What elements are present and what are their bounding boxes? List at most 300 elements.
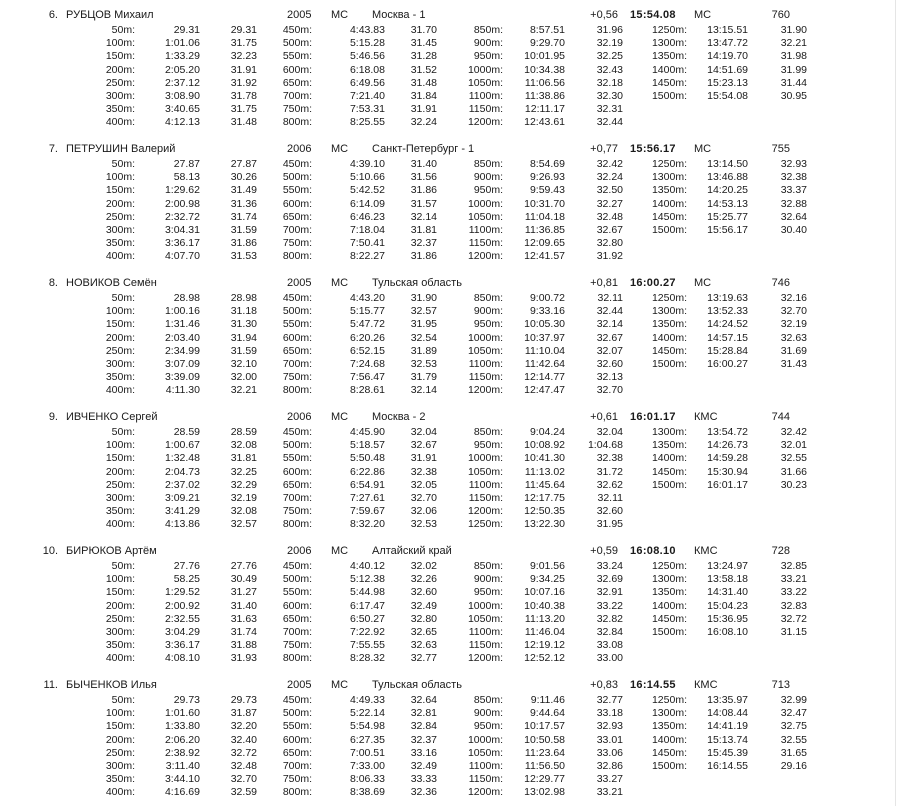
split-cumulative-time: 7:50.41 (349, 237, 385, 250)
split-row (0, 426, 900, 439)
split-distance-label: 800m: (282, 786, 312, 799)
split-distance-label: 1100m: (468, 89, 503, 102)
split-cumulative-time: 10:37.97 (524, 331, 565, 344)
split-lap-time: 32.21 (780, 37, 807, 50)
split-cumulative-time: 14:41.19 (707, 720, 748, 733)
split-distance-label: 950m: (473, 50, 503, 63)
split-lap-time: 31.99 (780, 63, 807, 76)
split-distance-label: 350m: (105, 505, 135, 518)
split-lap-time: 32.60 (596, 505, 623, 518)
split-lap-time: 32.63 (780, 331, 807, 344)
split-lap-time: 31.89 (410, 344, 437, 357)
split-distance-label: 1050m: (467, 746, 503, 759)
split-lap-time: 31.87 (230, 707, 257, 720)
split-row (0, 613, 900, 626)
split-cumulative-time: 14:26.73 (707, 439, 748, 452)
split-row (0, 158, 900, 171)
athlete-header-row (0, 544, 900, 560)
split-lap-time: 32.42 (780, 426, 807, 438)
split-cumulative-time: 28.59 (173, 426, 200, 438)
split-distance-label: 100m: (105, 171, 135, 184)
split-lap-time: 32.02 (410, 560, 437, 572)
split-lap-time: 31.75 (230, 37, 257, 50)
birth-year: 2005 (287, 9, 312, 21)
split-row (0, 652, 900, 665)
split-lap-time: 32.10 (230, 357, 257, 370)
split-lap-time: 32.49 (410, 759, 437, 772)
split-distance-label: 300m: (105, 223, 135, 236)
split-distance-label: 350m: (105, 639, 135, 652)
split-lap-time: 33.00 (596, 652, 623, 665)
points: 744 (771, 411, 790, 423)
split-cumulative-time: 9:34.25 (529, 573, 565, 586)
athlete-block (0, 544, 900, 678)
team-region: Москва - 1 (372, 9, 426, 21)
split-distance-label: 1300m: (651, 305, 687, 318)
split-lap-time: 31.65 (780, 746, 807, 759)
split-row (0, 720, 900, 733)
split-lap-time: 31.36 (230, 197, 257, 210)
split-distance-label: 650m: (282, 612, 312, 625)
split-lap-time: 33.18 (596, 707, 623, 720)
split-cumulative-time: 2:03.40 (164, 331, 200, 344)
split-lap-time: 31.59 (230, 344, 257, 357)
split-distance-label: 250m: (105, 746, 135, 759)
split-cumulative-time: 16:01.17 (707, 478, 748, 491)
split-cumulative-time: 9:04.24 (529, 426, 565, 438)
split-lap-time: 33.01 (596, 733, 623, 746)
athlete-place: 10. (42, 545, 58, 557)
split-cumulative-time: 10:07.16 (524, 586, 565, 599)
athlete-name: БЫЧЕНКОВ Илья (66, 679, 157, 691)
split-distance-label: 150m: (105, 318, 135, 331)
split-distance-label: 400m: (105, 116, 135, 129)
split-lap-time: 32.06 (410, 505, 437, 518)
split-distance-label: 400m: (105, 518, 135, 531)
split-lap-time: 32.36 (410, 786, 437, 799)
split-lap-time: 32.57 (230, 518, 257, 531)
split-cumulative-time: 4:12.13 (164, 116, 200, 129)
split-lap-time: 31.52 (410, 63, 437, 76)
split-row (0, 747, 900, 760)
split-cumulative-time: 2:04.73 (164, 465, 200, 478)
split-distance-label: 450m: (282, 24, 312, 36)
split-distance-label: 50m: (111, 24, 135, 36)
split-cumulative-time: 11:46.04 (524, 625, 565, 638)
split-cumulative-time: 58.25 (173, 573, 200, 586)
split-lap-time: 32.24 (596, 171, 623, 184)
split-distance-label: 600m: (282, 331, 312, 344)
split-distance-label: 600m: (282, 465, 312, 478)
split-lap-time: 32.14 (410, 210, 437, 223)
split-distance-label: 900m: (473, 573, 503, 586)
split-cumulative-time: 8:25.55 (349, 116, 385, 129)
split-distance-label: 450m: (282, 426, 312, 438)
split-cumulative-time: 11:45.64 (524, 478, 565, 491)
split-distance-label: 1450m: (651, 746, 687, 759)
split-cumulative-time: 10:41.30 (524, 452, 565, 465)
split-lap-time: 32.53 (410, 357, 437, 370)
split-row (0, 64, 900, 77)
split-lap-time: 32.63 (410, 639, 437, 652)
split-lap-time: 29.31 (230, 24, 257, 36)
split-lap-time: 32.85 (780, 560, 807, 572)
split-lap-time: 32.38 (410, 465, 437, 478)
split-cumulative-time: 15:36.95 (707, 612, 748, 625)
split-cumulative-time: 15:25.77 (707, 210, 748, 223)
split-distance-label: 1350m: (651, 50, 687, 63)
reaction-time: +0,83 (590, 679, 618, 691)
split-distance-label: 750m: (282, 237, 312, 250)
split-cumulative-time: 29.31 (173, 24, 200, 36)
split-cumulative-time: 13:47.72 (707, 37, 748, 50)
split-distance-label: 1350m: (651, 184, 687, 197)
split-distance-label: 1350m: (651, 439, 687, 452)
split-distance-label: 200m: (105, 599, 135, 612)
split-distance-label: 800m: (282, 384, 312, 397)
split-cumulative-time: 13:58.18 (707, 573, 748, 586)
split-lap-time: 31.40 (230, 599, 257, 612)
split-cumulative-time: 3:09.21 (164, 491, 200, 504)
split-lap-time: 31.95 (410, 318, 437, 331)
split-distance-label: 450m: (282, 560, 312, 572)
split-lap-time: 32.64 (780, 210, 807, 223)
split-lap-time: 31.81 (410, 223, 437, 236)
split-distance-label: 50m: (111, 694, 135, 706)
split-cumulative-time: 8:28.32 (349, 652, 385, 665)
split-lap-time: 31.74 (230, 625, 257, 638)
split-lap-time: 32.81 (410, 707, 437, 720)
split-lap-time: 27.76 (230, 560, 257, 572)
split-lap-time: 32.05 (410, 478, 437, 491)
split-lap-time: 31.69 (780, 344, 807, 357)
split-distance-label: 300m: (105, 625, 135, 638)
split-distance-label: 1150m: (468, 237, 503, 250)
split-cumulative-time: 6:17.47 (349, 599, 385, 612)
split-lap-time: 33.16 (410, 746, 437, 759)
sport-rank: МС (331, 411, 349, 423)
split-lap-time: 31.59 (230, 223, 257, 236)
athlete-name: НОВИКОВ Семён (66, 277, 157, 289)
split-cumulative-time: 1:01.60 (164, 707, 200, 720)
split-cumulative-time: 14:31.40 (707, 586, 748, 599)
split-lap-time: 32.83 (780, 599, 807, 612)
split-cumulative-time: 14:51.69 (707, 63, 748, 76)
split-distance-label: 250m: (105, 210, 135, 223)
split-lap-time: 32.44 (596, 116, 623, 129)
final-time: 15:56.17 (630, 143, 676, 155)
split-cumulative-time: 12:52.12 (524, 652, 565, 665)
split-lap-time: 31.91 (410, 452, 437, 465)
split-cumulative-time: 5:47.72 (349, 318, 385, 331)
split-distance-label: 100m: (105, 37, 135, 50)
split-distance-label: 50m: (111, 426, 135, 438)
split-distance-label: 850m: (473, 292, 503, 304)
split-cumulative-time: 10:08.92 (524, 439, 565, 452)
split-cumulative-time: 2:06.20 (164, 733, 200, 746)
split-distance-label: 550m: (282, 452, 312, 465)
split-cumulative-time: 13:19.63 (707, 292, 748, 304)
split-row (0, 224, 900, 237)
split-lap-time: 32.13 (596, 371, 623, 384)
split-cumulative-time: 5:15.77 (349, 305, 385, 318)
split-distance-label: 950m: (473, 318, 503, 331)
split-lap-time: 32.14 (596, 318, 623, 331)
split-lap-time: 31.93 (230, 652, 257, 665)
split-row (0, 24, 900, 37)
split-cumulative-time: 7:27.61 (349, 491, 385, 504)
split-lap-time: 33.27 (596, 773, 623, 786)
split-lap-time: 32.80 (410, 612, 437, 625)
split-distance-label: 600m: (282, 197, 312, 210)
split-cumulative-time: 11:23.64 (524, 746, 565, 759)
split-cumulative-time: 10:34.38 (524, 63, 565, 76)
split-distance-label: 500m: (282, 439, 312, 452)
sport-rank: МС (331, 679, 349, 691)
split-cumulative-time: 3:08.90 (164, 89, 200, 102)
split-cumulative-time: 6:52.15 (349, 344, 385, 357)
split-lap-time: 31.91 (230, 63, 257, 76)
split-cumulative-time: 16:14.55 (707, 759, 748, 772)
split-distance-label: 1050m: (467, 210, 503, 223)
split-lap-time: 32.27 (596, 197, 623, 210)
split-row (0, 371, 900, 384)
split-lap-time: 32.64 (410, 694, 437, 706)
sport-rank: МС (331, 545, 349, 557)
split-cumulative-time: 5:46.56 (349, 50, 385, 63)
split-distance-label: 400m: (105, 384, 135, 397)
athlete-place: 6. (48, 9, 58, 21)
split-lap-time: 33.22 (780, 586, 807, 599)
split-row (0, 384, 900, 397)
split-distance-label: 900m: (473, 171, 503, 184)
points: 760 (771, 9, 790, 21)
split-distance-label: 800m: (282, 652, 312, 665)
split-distance-label: 1000m: (467, 733, 503, 746)
split-lap-time: 32.70 (230, 773, 257, 786)
final-time: 15:54.08 (630, 9, 676, 21)
split-cumulative-time: 12:09.65 (524, 237, 565, 250)
split-distance-label: 1000m: (467, 599, 503, 612)
split-cumulative-time: 3:39.09 (164, 371, 200, 384)
split-row (0, 773, 900, 786)
split-distance-label: 200m: (105, 197, 135, 210)
split-distance-label: 950m: (473, 720, 503, 733)
split-lap-time: 33.33 (410, 773, 437, 786)
split-cumulative-time: 2:00.92 (164, 599, 200, 612)
split-distance-label: 550m: (282, 50, 312, 63)
results-list (0, 8, 900, 812)
split-cumulative-time: 8:38.69 (349, 786, 385, 799)
split-distance-label: 600m: (282, 733, 312, 746)
split-cumulative-time: 14:53.13 (707, 197, 748, 210)
split-row (0, 707, 900, 720)
split-cumulative-time: 4:08.10 (164, 652, 200, 665)
split-distance-label: 1150m: (468, 371, 503, 384)
split-cumulative-time: 9:59.43 (529, 184, 565, 197)
split-cumulative-time: 15:56.17 (707, 223, 748, 236)
split-lap-time: 33.06 (596, 746, 623, 759)
split-row (0, 37, 900, 50)
team-region: Алтайский край (372, 545, 452, 557)
split-lap-time: 32.65 (410, 625, 437, 638)
split-distance-label: 1050m: (467, 465, 503, 478)
split-distance-label: 850m: (473, 158, 503, 170)
split-cumulative-time: 6:50.27 (349, 612, 385, 625)
split-cumulative-time: 58.13 (173, 171, 200, 184)
split-distance-label: 250m: (105, 344, 135, 357)
final-rank: МС (694, 277, 712, 289)
split-cumulative-time: 27.87 (173, 158, 200, 170)
split-lap-time: 31.43 (780, 357, 807, 370)
split-distance-label: 1200m: (467, 505, 503, 518)
split-distance-label: 300m: (105, 357, 135, 370)
split-distance-label: 1100m: (468, 478, 503, 491)
split-distance-label: 950m: (473, 184, 503, 197)
split-cumulative-time: 12:47.47 (524, 384, 565, 397)
split-lap-time: 31.96 (596, 24, 623, 36)
split-cumulative-time: 3:36.17 (164, 237, 200, 250)
split-lap-time: 28.59 (230, 426, 257, 438)
split-distance-label: 1500m: (651, 759, 687, 772)
split-lap-time: 32.16 (780, 292, 807, 304)
split-cumulative-time: 4:11.30 (165, 384, 200, 397)
sport-rank: МС (331, 9, 349, 21)
split-lap-time: 32.37 (410, 733, 437, 746)
reaction-time: +0,61 (590, 411, 618, 423)
split-distance-label: 550m: (282, 586, 312, 599)
split-cumulative-time: 10:40.38 (524, 599, 565, 612)
split-lap-time: 33.08 (596, 639, 623, 652)
split-distance-label: 1300m: (651, 37, 687, 50)
split-cumulative-time: 13:54.72 (707, 426, 748, 438)
split-lap-time: 32.25 (230, 465, 257, 478)
split-lap-time: 31.74 (230, 210, 257, 223)
points: 755 (771, 143, 790, 155)
split-cumulative-time: 12:29.77 (524, 773, 565, 786)
split-cumulative-time: 27.76 (173, 560, 200, 572)
reaction-time: +0,56 (590, 9, 618, 21)
split-cumulative-time: 4:39.10 (349, 158, 385, 170)
split-cumulative-time: 9:29.70 (529, 37, 565, 50)
split-lap-time: 32.48 (230, 759, 257, 772)
split-distance-label: 1000m: (467, 452, 503, 465)
split-distance-label: 1150m: (468, 103, 503, 116)
split-lap-time: 32.60 (410, 586, 437, 599)
split-row (0, 600, 900, 613)
split-cumulative-time: 4:43.20 (349, 292, 385, 304)
split-cumulative-time: 14:20.25 (707, 184, 748, 197)
split-lap-time: 31.48 (230, 116, 257, 129)
split-lap-time: 31.49 (230, 184, 257, 197)
split-lap-time: 32.67 (596, 331, 623, 344)
split-distance-label: 900m: (473, 37, 503, 50)
split-cumulative-time: 7:00.51 (349, 746, 385, 759)
split-distance-label: 250m: (105, 478, 135, 491)
split-cumulative-time: 5:44.98 (349, 586, 385, 599)
split-distance-label: 200m: (105, 63, 135, 76)
split-cumulative-time: 5:54.98 (349, 720, 385, 733)
split-cumulative-time: 2:37.02 (164, 478, 200, 491)
split-lap-time: 31.90 (780, 24, 807, 36)
split-lap-time: 27.87 (230, 158, 257, 170)
split-lap-time: 32.70 (780, 305, 807, 318)
split-distance-label: 700m: (282, 491, 312, 504)
split-cumulative-time: 5:12.38 (349, 573, 385, 586)
birth-year: 2006 (287, 411, 312, 423)
athlete-header-row (0, 8, 900, 24)
split-distance-label: 1000m: (467, 197, 503, 210)
split-row (0, 734, 900, 747)
split-cumulative-time: 14:19.70 (707, 50, 748, 63)
athlete-header-row (0, 678, 900, 694)
split-lap-time: 31.81 (230, 452, 257, 465)
split-distance-label: 900m: (473, 707, 503, 720)
split-distance-label: 1250m: (467, 518, 503, 531)
split-distance-label: 1400m: (651, 63, 687, 76)
split-distance-label: 1050m: (467, 612, 503, 625)
split-cumulative-time: 12:41.57 (524, 250, 565, 263)
split-lap-time: 31.44 (780, 76, 807, 89)
split-distance-label: 1500m: (651, 478, 687, 491)
split-distance-label: 700m: (282, 759, 312, 772)
split-distance-label: 1400m: (651, 331, 687, 344)
split-distance-label: 1200m: (467, 250, 503, 263)
split-distance-label: 450m: (282, 158, 312, 170)
split-distance-label: 100m: (105, 573, 135, 586)
split-distance-label: 1350m: (651, 586, 687, 599)
split-lap-time: 31.79 (410, 371, 437, 384)
split-distance-label: 100m: (105, 707, 135, 720)
split-distance-label: 350m: (105, 103, 135, 116)
athlete-place: 8. (48, 277, 58, 289)
split-lap-time: 31.86 (410, 250, 437, 263)
split-distance-label: 900m: (473, 305, 503, 318)
split-lap-time: 31.40 (410, 158, 437, 170)
split-distance-label: 500m: (282, 37, 312, 50)
split-lap-time: 32.07 (596, 344, 623, 357)
split-lap-time: 32.84 (410, 720, 437, 733)
split-distance-label: 1150m: (468, 491, 503, 504)
split-cumulative-time: 10:31.70 (524, 197, 565, 210)
split-distance-label: 800m: (282, 116, 312, 129)
split-lap-time: 31.57 (410, 197, 437, 210)
split-cumulative-time: 2:00.98 (164, 197, 200, 210)
athlete-block (0, 8, 900, 142)
split-lap-time: 28.98 (230, 292, 257, 304)
split-lap-time: 32.77 (596, 694, 623, 706)
split-lap-time: 31.53 (230, 250, 257, 263)
split-cumulative-time: 11:06.56 (524, 76, 565, 89)
split-lap-time: 30.40 (780, 223, 807, 236)
split-distance-label: 1300m: (651, 573, 687, 586)
split-cumulative-time: 13:46.88 (707, 171, 748, 184)
split-distance-label: 1400m: (651, 452, 687, 465)
split-distance-label: 250m: (105, 76, 135, 89)
split-cumulative-time: 3:36.17 (164, 639, 200, 652)
split-row (0, 505, 900, 518)
split-lap-time: 32.86 (596, 759, 623, 772)
athlete-header-row (0, 410, 900, 426)
split-cumulative-time: 9:44.64 (529, 707, 565, 720)
split-distance-label: 1200m: (467, 384, 503, 397)
split-row (0, 292, 900, 305)
split-cumulative-time: 8:22.27 (349, 250, 385, 263)
split-lap-time: 31.75 (230, 103, 257, 116)
split-lap-time: 32.31 (596, 103, 623, 116)
split-lap-time: 32.67 (410, 439, 437, 452)
split-distance-label: 1150m: (468, 639, 503, 652)
